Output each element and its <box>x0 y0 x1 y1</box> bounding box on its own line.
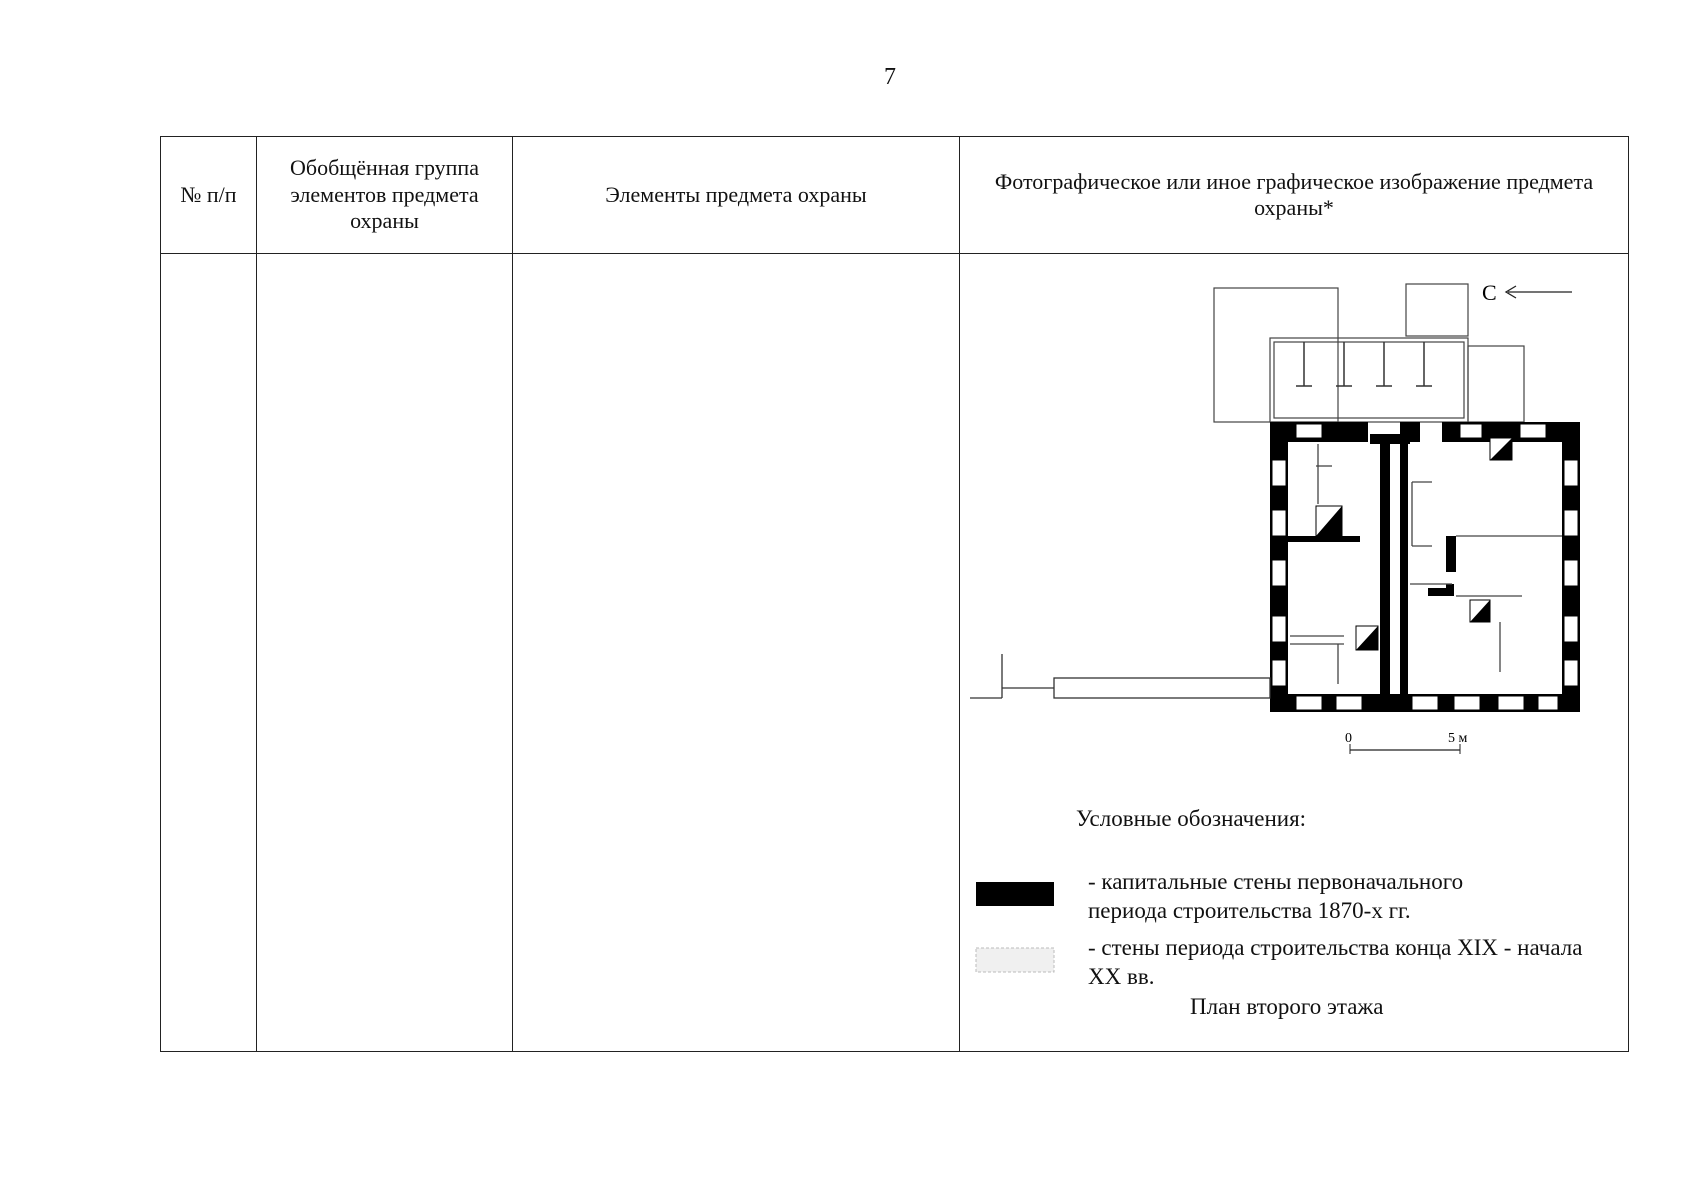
legend-item-capital: - капитальные стены первоначального периода строительства 1870-х гг. <box>1088 869 1464 923</box>
cell-elements <box>513 254 960 1052</box>
header-elements: Элементы предмета охраны <box>513 137 960 254</box>
stoves <box>1316 438 1512 650</box>
header-number: № п/п <box>161 137 257 254</box>
plan-caption: План второго этажа <box>1190 994 1384 1019</box>
cell-group <box>257 254 513 1052</box>
north-label: С <box>1482 280 1497 305</box>
header-image: Фотографическое или иное графическое изображение предмета охраны* <box>960 137 1629 254</box>
annex-outlines <box>1214 284 1524 422</box>
header-group: Обобщённая группа элементов предмета охраны <box>257 137 513 254</box>
fence-line <box>970 654 1270 698</box>
table-header-row <box>161 137 1629 254</box>
scale-end-label: 5 м <box>1448 731 1468 746</box>
legend-item-later: - стены периода строительства конца XIX - начала XX вв. <box>1088 935 1583 989</box>
scale-bar <box>1345 731 1468 754</box>
legend-title: Условные обозначения: <box>1076 806 1307 831</box>
veranda-partitions <box>1296 342 1432 386</box>
protection-table <box>160 136 1629 1052</box>
table-row <box>161 254 1629 1052</box>
floor-plan-drawing <box>960 254 1628 1052</box>
cell-number <box>161 254 257 1052</box>
legend-swatch-capital <box>976 882 1054 906</box>
north-arrow <box>1482 280 1572 305</box>
later-partitions <box>1290 444 1562 684</box>
scale-start-label: 0 <box>1345 731 1352 746</box>
cell-image <box>960 254 1629 1052</box>
legend-swatch-later <box>976 948 1054 972</box>
page-number: 7 <box>884 64 896 90</box>
